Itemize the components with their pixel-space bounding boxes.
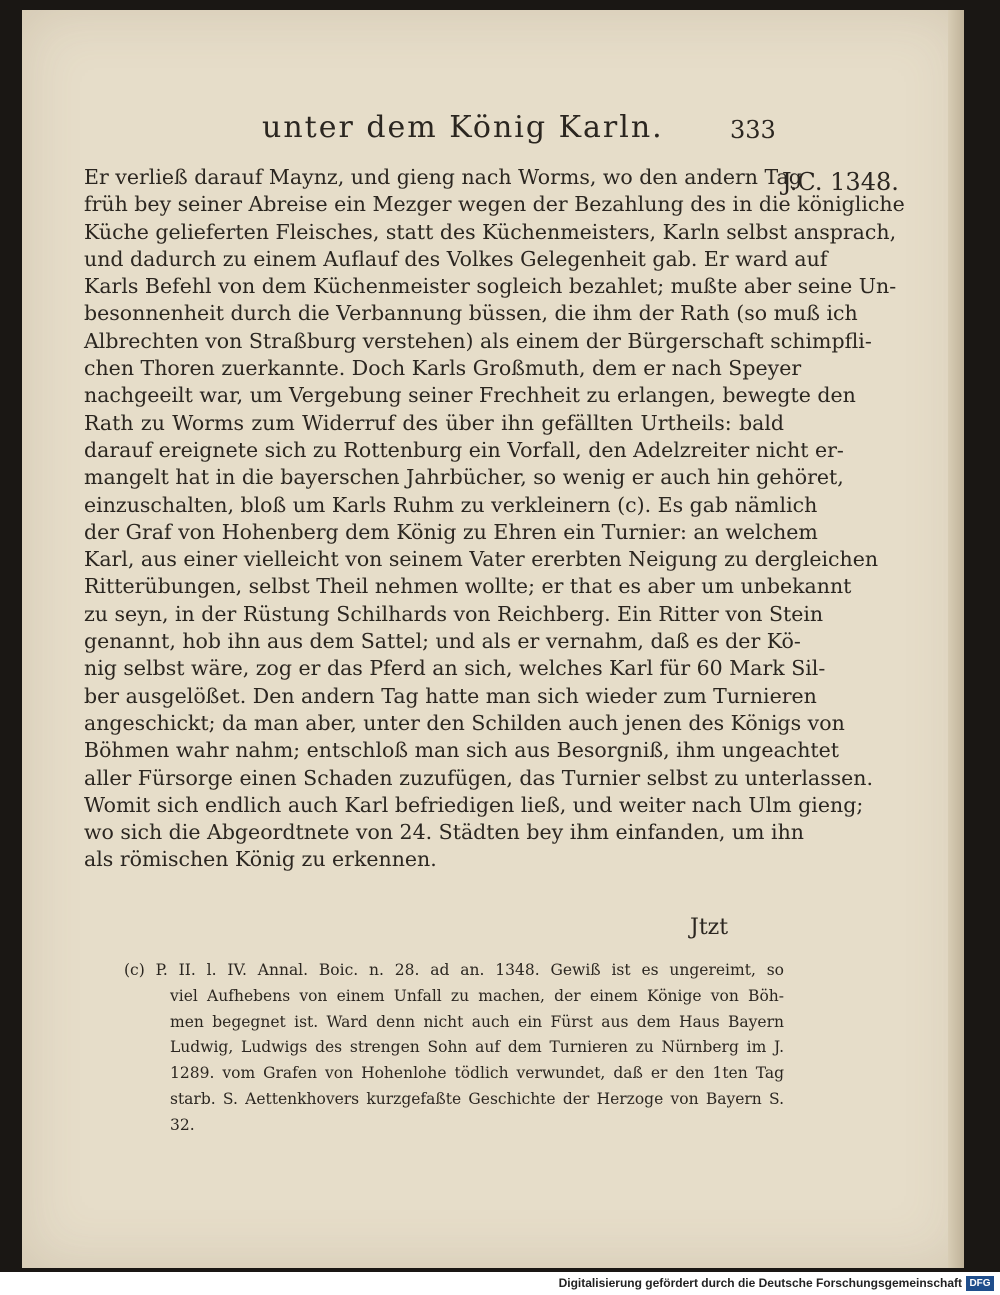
- footnote-line: 1289. vom Grafen von Hohenlohe tödlich verwundet, daß er den 1ten Tag: [170, 1064, 784, 1083]
- text-line: Rath zu Worms zum Widerruf des über ihn gefällten Urtheils: bald: [84, 410, 784, 435]
- text-line: Küche gelieferten Fleisches, statt des Küchenmeisters, Karln selbst ansprach,: [84, 219, 897, 244]
- page-number: 333: [730, 116, 776, 144]
- text-line: Albrechten von Straßburg verstehen) als einem der Bürgerschaft schimpfli-: [84, 328, 872, 353]
- text-line: besonnenheit durch die Verbannung büssen, die ihm der Rath (so muß ich: [84, 301, 858, 326]
- text-line: der Graf von Hohenberg dem König zu Ehren ein Turnier: an welchem: [84, 519, 818, 544]
- text-line: Böhmen wahr nahm; entschloß man sich aus Besorgniß, ihm ungeachtet: [84, 738, 840, 763]
- text-line: Er verließ darauf Maynz, und gieng nach Worms, wo den andern Tag: [84, 165, 802, 189]
- text-line: nachgeeilt war, um Vergebung seiner Frechheit zu erlangen, bewegte den: [84, 383, 856, 408]
- margin-note-year: J.C. 1348.: [782, 168, 899, 196]
- catchword: Jtzt: [690, 915, 729, 940]
- dfg-logo-icon: DFG: [966, 1276, 994, 1291]
- text-line: Karls Befehl von dem Küchenmeister sogleich bezahlet; mußte aber seine Un-: [84, 274, 897, 299]
- footnote-line: men begegnet ist. Ward denn nicht auch ein Fürst aus dem Haus Bayern: [170, 1012, 784, 1031]
- page-header: [22, 110, 964, 150]
- running-head: unter dem König Karln.: [262, 110, 664, 145]
- text-line: nig selbst wäre, zog er das Pferd an sich, welches Karl für 60 Mark Sil-: [84, 656, 826, 681]
- text-line: einzuschalten, bloß um Karls Ruhm zu verkleinern (c). Es gab nämlich: [84, 492, 818, 517]
- text-line: früh bey seiner Abreise ein Mezger wegen der Bezahlung des in die königliche: [84, 192, 905, 217]
- text-line: angeschickt; da man aber, unter den Schilden auch jenen des Königs von: [84, 710, 845, 735]
- text-line: zu seyn, in der Rüstung Schilhards von Reichberg. Ein Ritter von Stein: [84, 601, 824, 626]
- footnote-line: viel Aufhebens von einem Unfall zu machen, der einem Könige von Böh-: [170, 986, 784, 1005]
- footnote-line: Ludwig, Ludwigs des strengen Sohn auf dem Turnieren zu Nürnberg im J.: [170, 1038, 784, 1057]
- text-line: genannt, hob ihn aus dem Sattel; und als er vernahm, daß es der Kö-: [84, 629, 801, 654]
- footnote-line: 32.: [170, 1115, 195, 1134]
- text-line: Ritterübungen, selbst Theil nehmen wollte; er that es aber um unbekannt: [84, 574, 852, 599]
- footnote-line: starb. S. Aettenkhovers kurzgefaßte Geschichte der Herzoge von Bayern S.: [170, 1089, 784, 1108]
- text-line: als römischen König zu erkennen.: [84, 847, 437, 872]
- text-line: mangelt hat in die bayerschen Jahrbücher, so wenig er auch hin gehöret,: [84, 465, 844, 490]
- text-line: Karl, aus einer vielleicht von seinem Vater ererbten Neigung zu dergleichen: [84, 547, 879, 572]
- book-page: [22, 10, 964, 1268]
- text-line: ber ausgelößet. Den andern Tag hatte man sich wieder zum Turnieren: [84, 683, 817, 708]
- text-line: Womit sich endlich auch Karl befriedigen ließ, und weiter nach Ulm gieng;: [84, 792, 864, 817]
- page-edge: [948, 10, 964, 1268]
- footnote-line: (c) P. II. l. IV. Annal. Boic. n. 28. ad an. 1348. Gewiß ist es ungereimt, so: [124, 961, 784, 979]
- digitization-credit-bar: [0, 1272, 1000, 1295]
- text-line: wo sich die Abgeordtnete von 24. Städten bey ihm einfanden, um ihn: [84, 820, 804, 845]
- text-line: darauf ereignete sich zu Rottenburg ein Vorfall, den Adelzreiter nicht er-: [84, 437, 844, 462]
- text-line: chen Thoren zuerkannte. Doch Karls Großmuth, dem er nach Speyer: [84, 356, 802, 381]
- footnote: [124, 958, 784, 1139]
- digitization-credit: Digitalisierung gefördert durch die Deutsche Forschungsgemeinschaft: [558, 1276, 962, 1290]
- text-line: aller Fürsorge einen Schaden zuzufügen, das Turnier selbst zu unterlassen.: [84, 765, 874, 790]
- text-line: und dadurch zu einem Auflauf des Volkes Gelegenheit gab. Er ward auf: [84, 246, 828, 271]
